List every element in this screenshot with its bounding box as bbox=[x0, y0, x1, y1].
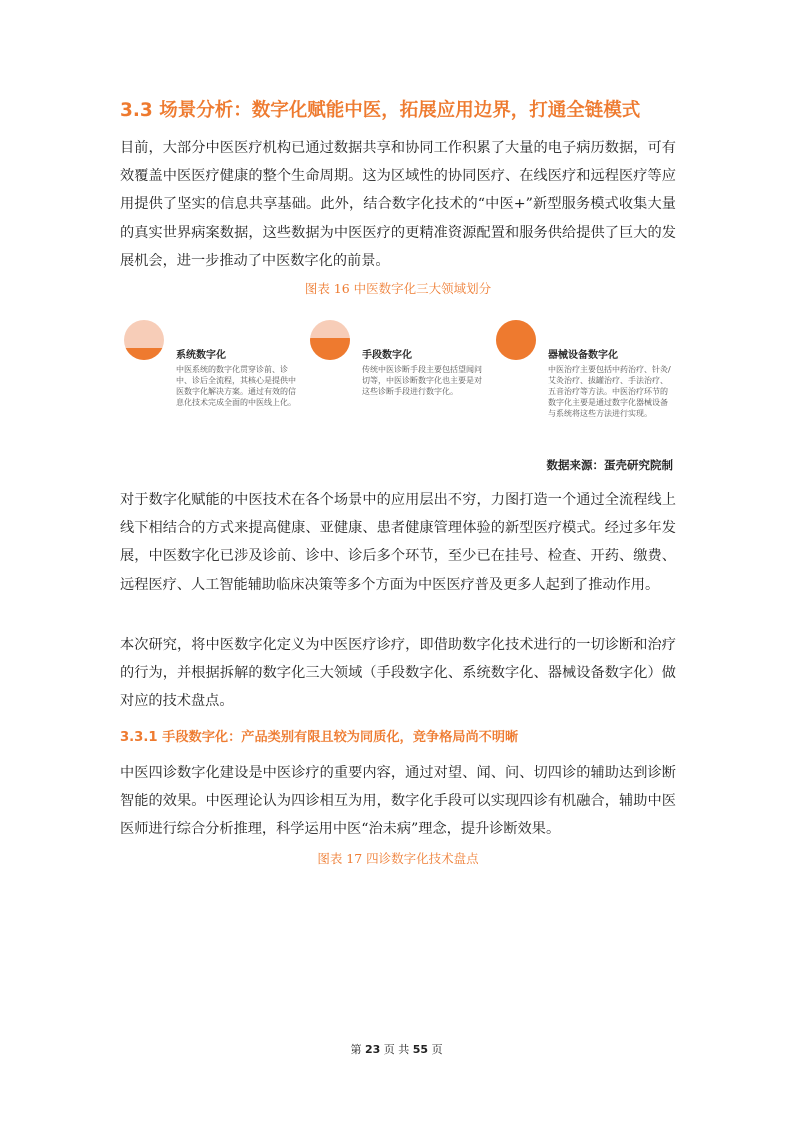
data-source: 数据来源：蛋壳研究院制 bbox=[546, 458, 673, 472]
paragraph-applications: 对于数字化赋能的中医技术在各个场景中的应用层出不穷，力图打造一个通过全流程线上线下相结合的方式来提高健康、亚健康、患者健康管理体验的新型医疗模式。经过多年发展，中医数字化已涉及诊前、诊中、诊后多个环节，至少已在挂号、检查、开药、缴费、远程医疗、人工智能辅助临床决策等多个方面为中医医疗普及更多人起到了推动作用。 bbox=[120, 492, 676, 593]
category-system-digitalization bbox=[120, 316, 306, 446]
page-number: 23 bbox=[364, 1043, 381, 1056]
level-fill bbox=[310, 338, 350, 360]
subsection-heading: 3.3.1 手段数字化：产品类别有限且较为同质化，竞争格局尚不明晰 bbox=[120, 730, 519, 745]
level-circle-icon bbox=[310, 320, 350, 360]
category-description: 中医系统的数字化贯穿诊前、诊中、诊后全流程，其核心是提供中医数字化解决方案。通过有效的信息化技术完成全面的中医线上化。 bbox=[176, 365, 296, 408]
category-description: 中医治疗主要包括中药治疗、针灸/艾灸治疗、拔罐治疗、手法治疗、五音治疗等方法。中医治疗环节的数字化主要是通过数字化器械设备与系统将这些方法进行实现。 bbox=[548, 365, 671, 419]
section-heading: 3.3 场景分析：数字化赋能中医，拓展应用边界，打通全链模式 bbox=[120, 100, 641, 121]
figure-16-caption: 图表 16 中医数字化三大领域划分 bbox=[304, 281, 492, 296]
level-fill bbox=[124, 348, 164, 360]
category-title: 手段数字化 bbox=[362, 350, 412, 361]
figure-16 bbox=[120, 316, 676, 446]
level-circle-icon bbox=[496, 320, 536, 360]
category-title: 系统数字化 bbox=[176, 350, 226, 361]
page-footer bbox=[0, 1041, 793, 1057]
footer-prefix: 第 bbox=[350, 1043, 362, 1056]
footer-middle: 页 共 bbox=[383, 1043, 410, 1056]
page-total: 55 bbox=[412, 1043, 429, 1056]
paragraph-four-diagnostics: 中医四诊数字化建设是中医诊疗的重要内容，通过对望、闻、问、切四诊的辅助达到诊断智能的效果。中医理论认为四诊相互为用，数字化手段可以实现四诊有机融合，辅助中医医师进行综合分析推理，科学运用中医“治未病”理念，提升诊断效果。 bbox=[120, 765, 676, 838]
category-method-digitalization bbox=[306, 316, 492, 446]
level-fill bbox=[496, 320, 536, 360]
level-circle-icon bbox=[124, 320, 164, 360]
category-description: 传统中医诊断手段主要包括望闻问切等，中医诊断数字化也主要是对这些诊断手段进行数字化。 bbox=[362, 365, 482, 397]
figure-17-caption: 图表 17 四诊数字化技术盘点 bbox=[317, 851, 479, 866]
paragraph-intro: 目前，大部分中医医疗机构已通过数据共享和协同工作积累了大量的电子病历数据，可有效覆盖中医医疗健康的整个生命周期。这为区域性的协同医疗、在线医疗和远程医疗等应用提供了坚实的信息共享基础。此外，结合数字化技术的“中医+”新型服务模式收集大量的真实世界病案数据，这些数据为中医医疗的更精准资源配置和服务供给提供了巨大的发展机会，进一步推动了中医数字化的前景。 bbox=[120, 140, 676, 269]
paragraph-definition: 本次研究，将中医数字化定义为中医医疗诊疗，即借助数字化技术进行的一切诊断和治疗的行为，并根据拆解的数字化三大领域（手段数字化、系统数字化、器械设备数字化）做对应的技术盘点。 bbox=[120, 637, 676, 710]
footer-suffix: 页 bbox=[431, 1043, 443, 1056]
category-title: 器械设备数字化 bbox=[548, 350, 618, 361]
category-device-digitalization bbox=[492, 316, 678, 446]
